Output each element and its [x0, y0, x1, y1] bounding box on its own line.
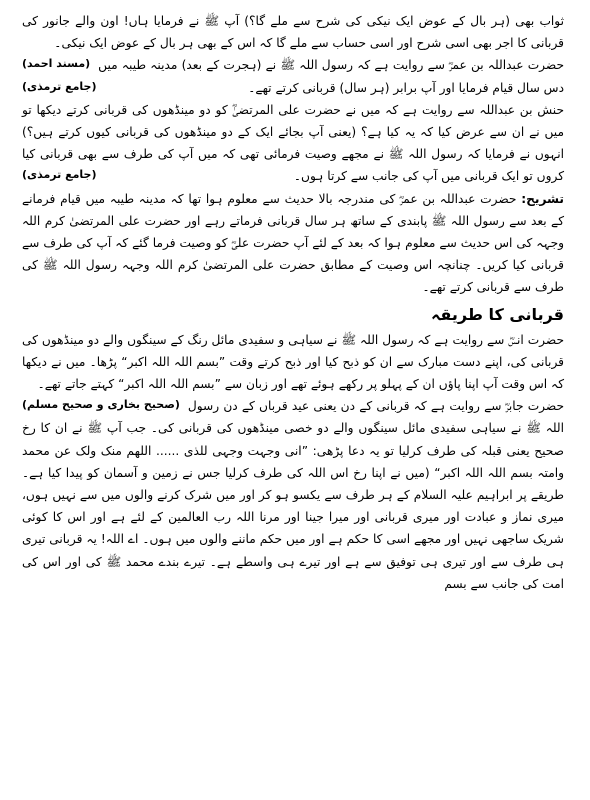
hadith-paragraph-3	[22, 99, 564, 188]
paragraph-text: حنش بن عبداللہ سے روایت ہے کہ میں نے حضرت علی المرتضیٰؓ کو دو مینڈھوں کی قربانی کرتے دیکھا تو میں نے ان سے عرض کیا کہ یہ کیا ہے؟ (یعنی آپ بجائے ایک کے دو مینڈھوں کی قربانی کیوں کرتے ہیں؟) انہوں نے فرمایا کہ رسول اللہ ﷺ نے مجھے وصیت فرمائی تھی کہ میں آپ کی طرف سے بھی قربانی کیا کروں تو ایک قربانی میں آپ کی جانب سے کرتا ہوں۔	[22, 102, 564, 184]
section-heading: قربانی کا طریقہ	[430, 304, 564, 324]
hadith-paragraph-2	[22, 54, 564, 98]
source-reference: (جامع ترمذی)	[22, 168, 97, 182]
paragraph-text: حضرت جابرؓ سے روایت ہے کہ قربانی کے دن یعنی عید قرباں کے دن رسول اللہ ﷺ نے سیاہی سفیدی مائل سینگوں والے دو خصی مینڈھوں کی قربانی کی۔ جب آپ ﷺ نے ان کا رخ صحیح یعنی قبلہ کی طرف کرلیا تو یہ دعا پڑھی: ”انی وجہت وجہی للذی ...... اللھم منک ولک عن محمد وامتہ بسم اللہ اللہ اکبر“ (میں نے اپنا رخ اس اللہ کی طرف کرلیا جس نے زمین و آسمان کو پیدا کیا ہے۔ طریقے پر ابراہیم علیہ السلام کے ہر طرف سے یکسو ہو کر اور میں شرک کرنے والوں میں سے نہیں ہوں، میری نماز و عبادت اور میری قربانی اور میرا جینا اور مرنا اللہ رب العالمین کے لئے ہے اور اس کا کوئی شریک ساجھی نہیں اور مجھے اسی کا حکم ہے اور میں حکم ماننے والوں میں ہوں۔ اے اللہ! یہ قربانی تیری ہی طرف سے اور تیری ہی توفیق سے ہے اور تیرے ہی واسطے ہے۔ تیرے بندے محمد ﷺ کی اور اس کی امت کی جانب سے بسم	[22, 399, 564, 591]
paragraph-text: ثواب بھی (ہر بال کے عوض ایک نیکی کی شرح سے ملے گا؟) آپ ﷺ نے فرمایا ہاں! اون والے جانور کی قربانی کا اجر بھی اسی شرح اور اسی حساب سے ملے گا کہ اس کے بھی ہر بال کے عوض ایک نیکی۔	[22, 14, 564, 51]
hadith-paragraph-6	[22, 395, 564, 595]
paragraph-text: حضرت انسؓ سے روایت ہے کہ رسول اللہ ﷺ نے سیاہی و سفیدی مائل رنگ کے سینگوں والے دو مینڈھوں کی قربانی کی، اپنے دست مبارک سے ان کو ذبح کیا اور ذبح کرتے وقت ”بسم اللہ اللہ اکبر“ پڑھا۔ میں نے دیکھا کہ اس وقت آپ اپنا پاؤں ان کے پہلو پر رکھے ہوئے تھے اور زبان سے ”بسم اللہ اللہ اکبر“ کہتے جاتے تھے۔	[22, 332, 564, 392]
source-reference: (مسند احمد)	[22, 57, 91, 71]
source-reference: (جامع ترمذی)	[22, 79, 97, 93]
paragraph-text: حضرت عبداللہ بن عمرؓ کی مندرجہ بالا حدیث سے معلوم ہوا تھا کہ مدینہ طیبہ میں قیام فرمانے کے بعد سے رسول اللہ ﷺ پابندی کے ساتھ ہر سال قربانی فرماتے رہے اور حضرت علی المرتضیٰ کرم اللہ وجہہ کی اس حدیث سے معلوم ہوا کہ بعد کے لئے آپ حضرت علیؓ کو وصیت فرما گئے کہ آپ کی طرف سے قربانی کیا کریں۔ چنانچہ اس وصیت کے مطابق حضرت علی المرتضیٰ کرم اللہ وجہہ رسول اللہ ﷺ کی طرف سے قربانی کرتے تھے۔	[22, 191, 564, 295]
hadith-paragraph-1	[22, 10, 564, 71]
source-reference: (صحیح بخاری و صحیح مسلم)	[22, 398, 180, 412]
paragraph-text: حضرت عبداللہ بن عمرؓ سے روایت ہے کہ رسول اللہ ﷺ نے (ہجرت کے بعد) مدینہ طیبہ میں دس سال قیام فرمایا اور آپ برابر (ہر سال) قربانی کرتے تھے۔	[98, 58, 564, 95]
commentary-paragraph	[22, 188, 564, 299]
hadith-paragraph-5	[22, 329, 564, 412]
commentary-label: تشریح:	[521, 191, 565, 206]
